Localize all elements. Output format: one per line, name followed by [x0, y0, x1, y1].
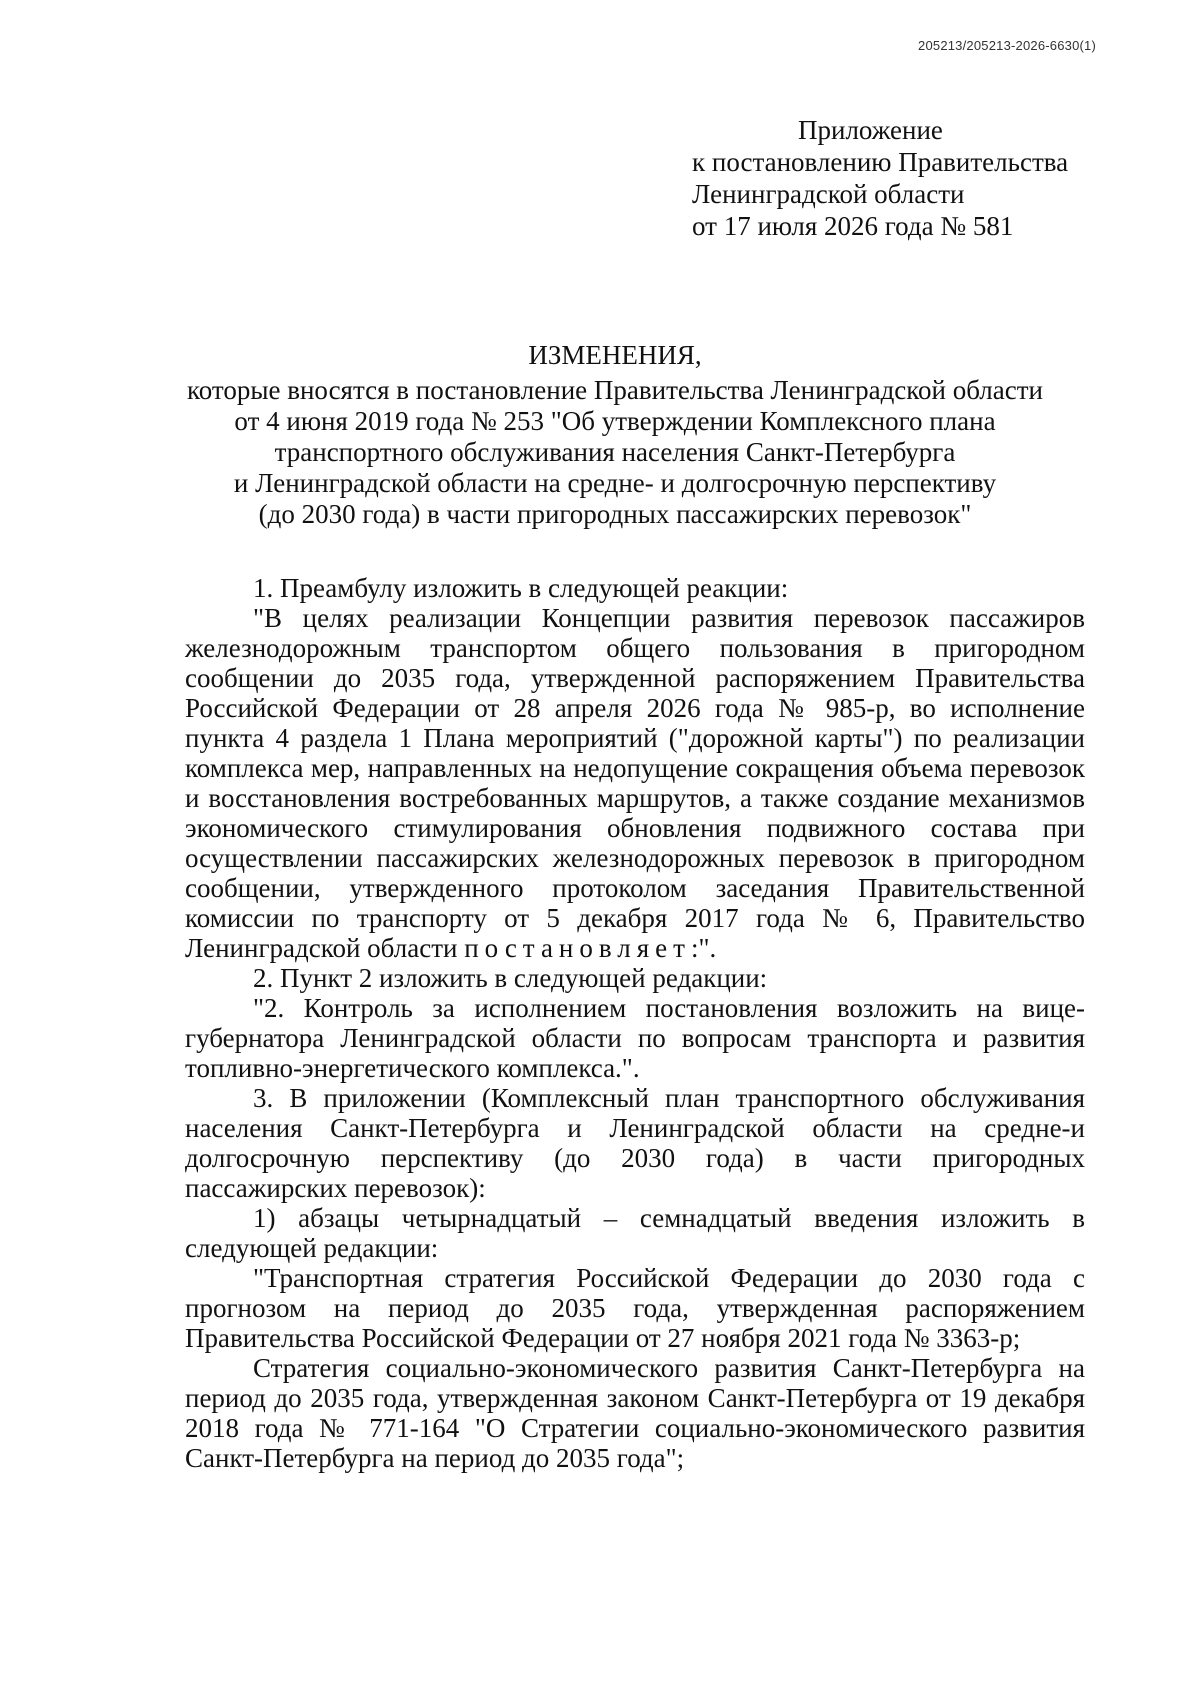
document-body: [185, 573, 1085, 1473]
title-heading: ИЗМЕНЕНИЯ,: [528, 340, 702, 370]
title-line: транспортного обслуживания населения Санкт-Петербурга: [274, 437, 956, 467]
appendix-line: Приложение: [798, 115, 943, 145]
paragraph-1: 1. Преамбулу изложить в следующей реакции:: [253, 573, 789, 603]
paragraph-4: "2. Контроль за исполнением постановления возложить на вице-губернатора Ленинградской области по вопросам транспорта и развития топливно-энергетического комплекса.".: [185, 993, 1085, 1083]
paragraph-6: 1) абзацы четырнадцатый – семнадцатый введения изложить в следующей редакции:: [185, 1203, 1085, 1263]
appendix-line: к постановлению Правительства: [692, 147, 1069, 177]
paragraph-5: 3. В приложении (Комплексный план транспортного обслуживания населения Санкт-Петербурга и Ленинградской области на средне-и долгосрочную перспективу (до 2030 года) в части пригородных пассажирских перевозок):: [185, 1083, 1085, 1203]
appendix-header: [692, 114, 1112, 242]
appendix-line: от 17 июля 2026 года № 581: [692, 211, 1014, 241]
paragraph-7: "Транспортная стратегия Российской Федерации до 2030 года с прогнозом на период до 2035 года, утвержденная распоряжением Правительства Российской Федерации от 27 ноября 2021 года № 3363-р;: [185, 1263, 1085, 1353]
title-line: которые вносятся в постановление Правительства Ленинградской области: [186, 375, 1043, 405]
paragraph-2: [185, 603, 1085, 963]
paragraph-2-main: "В целях реализации Концепции развития перевозок пассажиров железнодорожным транспортом общего пользования в пригородном сообщении до 2035 года, утвержденной распоряжением Правительства Российской Федерации от 28 апреля 2026 года № 985-р, во исполнение пункта 4 раздела 1 Плана мероприятий ("дорожной карты") по реализации комплекса мер, направленных на недопущение сокращения объема перевозок и восстановления востребованных маршрутов, а также создание механизмов экономического стимулирования обновления подвижного состава при осуществлении пассажирских железнодорожных перевозок в пригородном сообщении, утвержденного протоколом заседания Правительственной комиссии по транспорту от 5 декабря 2017 года № 6, Правительство Ленинградской области: [185, 603, 1085, 963]
title-line: от 4 июня 2019 года № 253 "Об утверждении Комплексного плана: [234, 406, 996, 436]
title-line: и Ленинградской области на средне- и долгосрочную перспективу: [233, 468, 997, 498]
appendix-line: Ленинградской области: [692, 179, 965, 209]
paragraph-3: 2. Пункт 2 изложить в следующей редакции:: [253, 963, 768, 993]
document-title: [150, 340, 1080, 530]
document-id: 205213/205213-2026-6630(1): [918, 38, 1096, 53]
paragraph-2-end: :".: [690, 933, 717, 963]
paragraph-8: Стратегия социально-экономического развития Санкт-Петербурга на период до 2035 года, утвержденная законом Санкт-Петербурга от 19 декабря 2018 года № 771-164 "О Стратегии социально-экономического развития Санкт-Петербурга на период до 2035 года";: [185, 1353, 1085, 1473]
paragraph-2-spaced: постановляет: [464, 933, 691, 963]
title-line: (до 2030 года) в части пригородных пассажирских перевозок": [258, 499, 972, 529]
